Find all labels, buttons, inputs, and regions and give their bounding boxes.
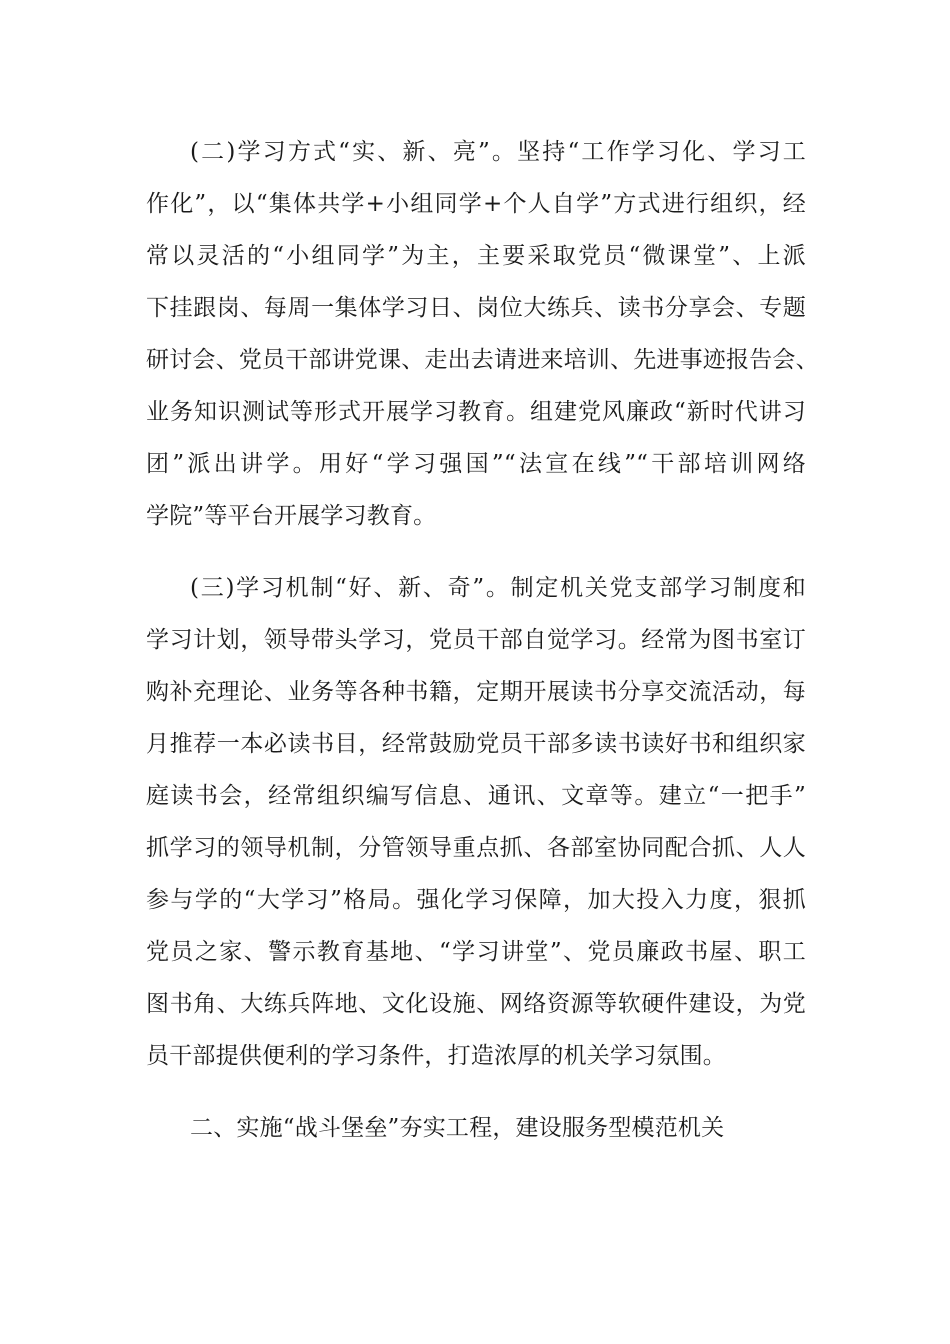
text-line: 抓学习的领导机制，分管领导重点抓、各部室协同配合抓、人人 bbox=[146, 835, 806, 861]
text-line: 党员之家、警示教育基地、“学习讲堂”、党员廉政书屋、职工 bbox=[146, 939, 806, 965]
text-line: 研讨会、党员干部讲党课、走出去请进来培训、先进事迹报告会、 bbox=[146, 347, 819, 373]
text-line: 月推荐一本必读书目，经常鼓励党员干部多读书读好书和组织家 bbox=[146, 731, 806, 757]
text-line: 图书角、大练兵阵地、文化设施、网络资源等软硬件建设，为党 bbox=[146, 991, 806, 1017]
text-line: 庭读书会，经常组织编写信息、通讯、文章等。建立“一把手” bbox=[146, 783, 806, 809]
text-line: (二)学习方式“实、新、亮”。坚持“工作学习化、学习工 bbox=[190, 139, 806, 165]
text-line: 常以灵活的“小组同学”为主，主要采取党员“微课堂”、上派 bbox=[146, 243, 806, 269]
section-heading bbox=[146, 1102, 806, 1154]
text-line: 作化”，以“集体共学+小组同学+个人自学”方式进行组织，经 bbox=[146, 191, 806, 217]
text-line: (三)学习机制“好、新、奇”。制定机关党支部学习制度和 bbox=[190, 575, 806, 601]
text-line: 员干部提供便利的学习条件，打造浓厚的机关学习氛围。 bbox=[146, 1043, 726, 1069]
paragraph-learning-mechanism bbox=[146, 562, 806, 1082]
paragraph-learning-method bbox=[146, 126, 819, 542]
text-line: 学习计划，领导带头学习，党员干部自觉学习。经常为图书室订 bbox=[146, 627, 806, 653]
text-line: 学院”等平台开展学习教育。 bbox=[146, 503, 437, 529]
text-line: 购补充理论、业务等各种书籍，定期开展读书分享交流活动，每 bbox=[146, 679, 806, 705]
document-body bbox=[146, 126, 819, 1174]
text-line: 业务知识测试等形式开展学习教育。组建党风廉政“新时代讲习 bbox=[146, 399, 806, 425]
text-line: 参与学的“大学习”格局。强化学习保障，加大投入力度，狠抓 bbox=[146, 887, 806, 913]
text-line: 下挂跟岗、每周一集体学习日、岗位大练兵、读书分享会、专题 bbox=[146, 295, 806, 321]
text-line: 团”派出讲学。用好“学习强国”“法宣在线”“干部培训网络 bbox=[146, 451, 806, 477]
heading-text: 二、实施“战斗堡垒”夯实工程，建设服务型模范机关 bbox=[190, 1115, 725, 1141]
